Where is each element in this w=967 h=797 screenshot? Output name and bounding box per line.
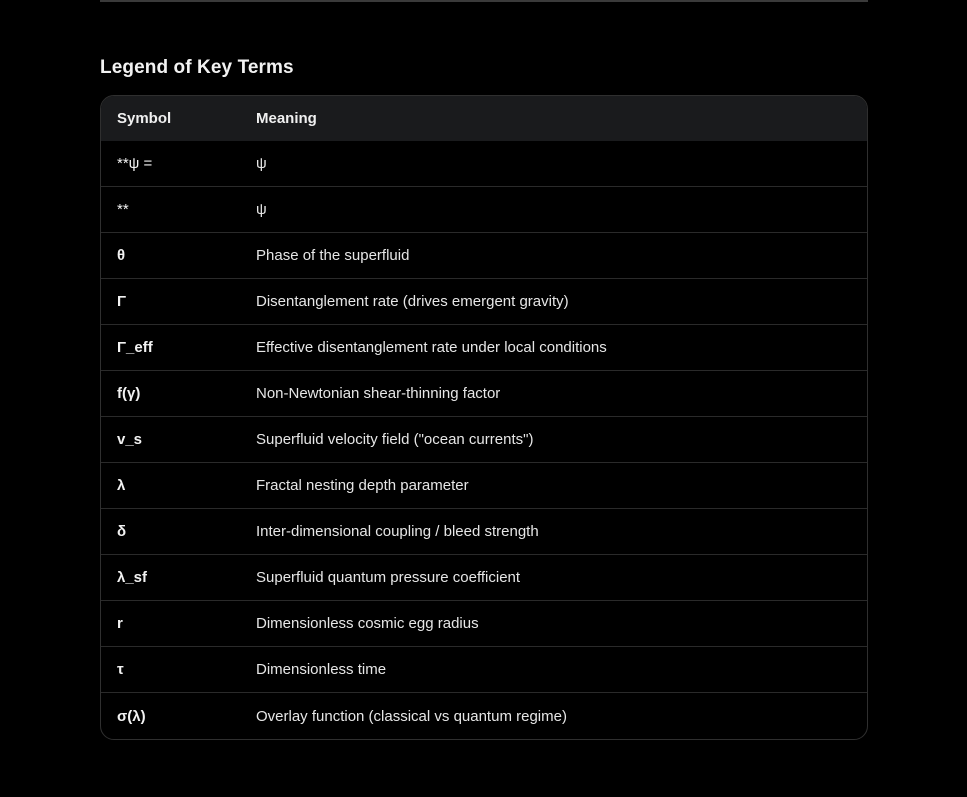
legend-table-container [100,95,868,740]
legend-table [101,96,867,739]
table-row [101,279,867,325]
meaning-cell: Inter-dimensional coupling / bleed strength [256,509,867,555]
symbol-cell: r [101,601,256,647]
meaning-cell: ψ [256,141,867,187]
table-row [101,417,867,463]
column-header-meaning: Meaning [256,110,317,127]
section-heading: Legend of Key Terms [100,57,294,78]
symbol-cell: δ [101,509,256,555]
meaning-cell: Disentanglement rate (drives emergent gravity) [256,279,867,325]
meaning-cell: Superfluid velocity field ("ocean currents") [256,417,867,463]
symbol-cell: ** [101,187,256,233]
meaning-cell: Non-Newtonian shear-thinning factor [256,371,867,417]
meaning-cell: Phase of the superfluid [256,233,867,279]
table-row [101,555,867,601]
table-header-row [101,96,867,141]
table-row [101,693,867,740]
section-divider [100,0,868,2]
symbol-cell: v_s [101,417,256,463]
table-row [101,463,867,509]
meaning-cell: ψ [256,187,867,233]
symbol-cell: Γ [101,279,256,325]
symbol-cell: σ(λ) [117,707,146,725]
table-header [101,96,867,141]
symbol-cell: Γ_eff [101,325,256,371]
meaning-cell: Fractal nesting depth parameter [256,463,867,509]
symbol-cell: λ_sf [101,555,256,601]
table-row [101,371,867,417]
meaning-cell: Superfluid quantum pressure coefficient [256,555,867,601]
symbol-cell: θ [101,233,256,279]
meaning-cell: Effective disentanglement rate under local conditions [256,325,867,371]
table-row [101,187,867,233]
table-row [101,325,867,371]
table-row [101,601,867,647]
table-body [101,141,867,739]
symbol-cell: f(γ) [101,371,256,417]
meaning-cell: Overlay function (classical vs quantum regime) [256,707,567,725]
table-row [101,647,867,693]
symbol-cell: **ψ = [101,141,256,187]
column-header-symbol: Symbol [117,110,172,127]
symbol-cell: λ [101,463,256,509]
symbol-cell: τ [101,647,256,693]
table-row [101,509,867,555]
table-row [101,141,867,187]
meaning-cell: Dimensionless cosmic egg radius [256,601,867,647]
meaning-cell: Dimensionless time [256,647,867,693]
table-row [101,233,867,279]
